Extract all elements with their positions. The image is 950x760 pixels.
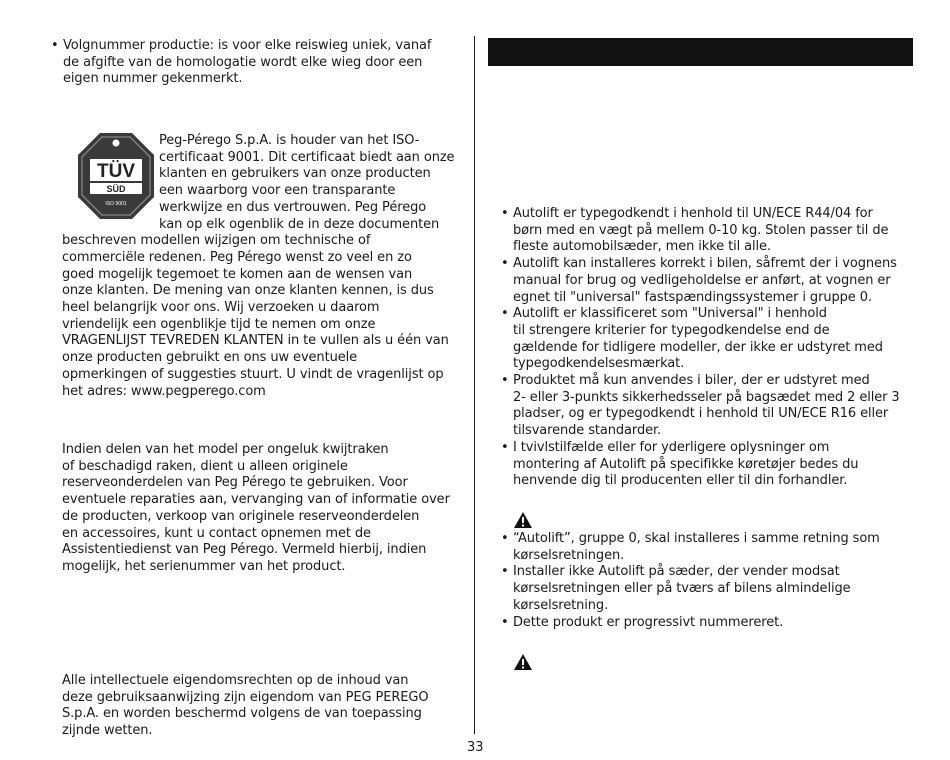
text-line: onze klanten. De mening van onze klanten kennen, is dus: [62, 283, 434, 299]
approval-bullet-list: [501, 206, 900, 490]
text-line: reserveonderdelen van Peg Pérego te gebruiken. Voor: [62, 475, 408, 491]
text-line: Installer ikke Autolift på sæder, der vender modsat: [513, 564, 840, 580]
text-line: goed mogelijk tegemoet te komen aan de wensen van: [62, 266, 413, 282]
serial-number-bullet: [51, 38, 432, 88]
text-line: Peg-Pérego S.p.A. is houder van het ISO-: [159, 133, 420, 148]
svg-text:SÜD: SÜD: [106, 184, 126, 194]
text-line: het adres: www.pegperego.com: [62, 383, 266, 399]
text-line: zijnde wetten.: [62, 723, 153, 739]
column-divider: [474, 36, 475, 734]
bullet-glyph: •: [501, 614, 509, 630]
text-line: S.p.A. en worden beschermd volgens de van toepassing: [62, 706, 422, 722]
text-line: Volgnummer productie: is voor elke reiswieg uniek, vanaf: [63, 38, 432, 53]
warning-icon: [513, 511, 533, 529]
bullet-glyph: •: [501, 206, 509, 221]
section-header-bar: [488, 38, 913, 66]
text-line: eigen nummer gekenmerkt.: [63, 71, 243, 87]
bullet-glyph: •: [501, 439, 509, 455]
text-line: Dette produkt er progressivt nummereret.: [513, 614, 784, 630]
text-line: onze producten gebruikt en ons uw eventuele: [62, 350, 358, 366]
list-item: [501, 439, 900, 490]
text-line: “Autolift”, gruppe 0, skal installeres i samme retning som: [513, 531, 880, 546]
spare-parts-paragraph: [62, 442, 450, 576]
list-item: [501, 306, 900, 373]
text-line: typegodkendelsesmærkat.: [513, 356, 685, 372]
list-item: [501, 206, 900, 256]
text-line: de producten, verkoop van originele reserveonderdelen: [62, 508, 420, 524]
text-line: børn med en vægt på mellem 0-10 kg. Stolen passer til de: [513, 222, 889, 238]
warning-icon: [513, 653, 533, 671]
list-item: [501, 564, 880, 614]
list-item: [501, 373, 900, 440]
text-line: vriendelijk een ogenblikje tijd te nemen om onze: [62, 316, 376, 332]
text-line: een waarborg voor een transparante: [159, 183, 396, 199]
text-line: Alle intellectuele eigendomsrechten op de inhoud van: [62, 673, 409, 688]
text-line: beschreven modellen wijzigen om technische of: [62, 233, 371, 249]
text-line: commerciële redenen. Peg Pérego wenst zo veel en zo: [62, 249, 412, 265]
text-line: Autolift er typegodkendt i henhold til UN/ECE R44/04 for: [513, 206, 873, 221]
text-line: pladser, og er typegodkendt i henhold til UN/ECE R16 eller: [513, 406, 889, 422]
text-line: of beschadigd raken, dient u alleen originele: [62, 458, 348, 474]
text-line: 2- eller 3-punkts sikkerhedsseler på bagsædet med 2 eller 3: [513, 389, 900, 405]
text-line: heel belangrijk voor ons. Wij verzoeken u daarom: [62, 300, 380, 316]
text-line: fleste automobilsæder, men ikke til alle.: [513, 239, 771, 255]
list-item: [501, 256, 900, 306]
text-line: kan op elk ogenblik de in deze documenten: [159, 216, 440, 232]
warning-bullet-list: [501, 531, 880, 631]
bullet-glyph: •: [501, 373, 509, 389]
text-line: werkwijze en dus vertrouwen. Peg Pérego: [159, 199, 427, 215]
svg-text:ISO 9001: ISO 9001: [105, 201, 127, 207]
text-line: Autolift er klassificeret som "Universal" i henhold: [513, 306, 827, 322]
iso-certificate-paragraph: [62, 133, 467, 400]
svg-text:TÜV: TÜV: [97, 161, 135, 182]
text-line: en accessoires, kunt u contact opnemen met de: [62, 525, 371, 541]
text-line: mogelijk, het serienummer van het product.: [62, 558, 346, 574]
bullet-glyph: •: [501, 531, 509, 546]
text-line: klanten en gebruikers van onze producten: [159, 166, 431, 182]
bullet-glyph: •: [501, 306, 509, 322]
bullet-glyph: •: [501, 256, 509, 272]
text-line: egnet til "universal" fastspændingssystemer i gruppe 0.: [513, 289, 872, 305]
text-line: Assistentiedienst van Peg Pérego. Vermeld hierbij, indien: [62, 542, 427, 558]
bullet-glyph: •: [51, 38, 59, 53]
text-line: Autolift kan installeres korrekt i bilen, såfremt der i vognens: [513, 256, 897, 272]
text-line: kørselsretningen eller på tværs af bilens almindelige: [513, 581, 851, 597]
text-line: kørselsretning.: [513, 597, 609, 613]
list-item: [501, 531, 880, 564]
intellectual-property-paragraph: [62, 673, 429, 740]
text-line: tilsvarende standarder.: [513, 423, 662, 439]
text-line: VRAGENLIJST TEVREDEN KLANTEN in te vullen als u één van: [62, 333, 449, 349]
text-line: henvende dig til producenten eller til din forhandler.: [513, 473, 848, 489]
bullet-glyph: •: [501, 564, 509, 580]
text-line: gældende for tidligere modeller, der ikke er udstyret med: [513, 339, 883, 355]
text-line: manual for brug og vedligeholdelse er anført, at vognen er: [513, 272, 891, 288]
text-line: montering af Autolift på specifikke køretøjer bedes du: [513, 456, 859, 472]
text-line: opmerkingen of suggesties stuurt. U vindt de vragenlijst op: [62, 366, 444, 382]
text-line: kørselsretningen.: [513, 547, 625, 563]
list-item: [501, 614, 880, 632]
text-line: til strengere kriterier for typegodkendelse end de: [513, 322, 830, 338]
text-line: certificaat 9001. Dit certificaat biedt aan onze: [159, 149, 455, 165]
page-number: 33: [467, 740, 484, 755]
text-line: Indien delen van het model per ongeluk kwijtraken: [62, 442, 389, 457]
text-line: de afgifte van de homologatie wordt elke wieg door een: [63, 54, 423, 70]
text-line: Produktet må kun anvendes i biler, der er udstyret med: [513, 373, 870, 389]
text-line: eventuele reparaties aan, vervanging van of informatie over: [62, 492, 450, 508]
text-line: deze gebruiksaanwijzing zijn eigendom van PEG PEREGO: [62, 689, 429, 705]
text-line: I tvivlstilfælde eller for yderligere oplysninger om: [513, 439, 830, 455]
